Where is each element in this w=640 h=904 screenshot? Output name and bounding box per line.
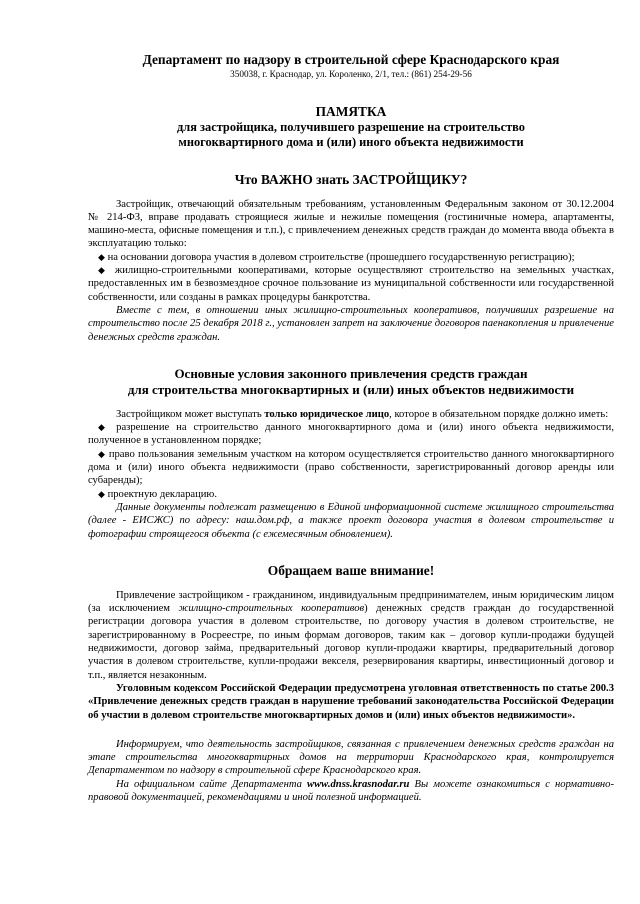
- memo-subtitle-line-2: многоквартирного дома и (или) иного объекта недвижимости: [178, 134, 524, 149]
- bullet-icon: ◆: [98, 422, 110, 433]
- section-important: [88, 198, 614, 344]
- footer-info-paragraph: Информируем, что деятельность застройщиков, связанная с привлечением денежных средств граждан на этапе строительства многоквартирных домов на территории Краснодарского края, контролируется Департаментом по надзору в строительной сфере Краснодарского края.: [88, 738, 614, 777]
- bullet-icon: ◆: [98, 265, 109, 276]
- list-item: [88, 488, 614, 501]
- bullet-text: проектную декларацию.: [107, 488, 217, 500]
- section-conditions: [88, 408, 614, 541]
- memo-title: ПАМЯТКА: [315, 104, 387, 119]
- section-conditions-heading-line-1: Основные условия законного привлечения средств граждан: [174, 365, 528, 381]
- memo-header: [88, 104, 614, 150]
- intro-emphasis: только юридическое лицо: [264, 408, 390, 420]
- list-item: [88, 251, 614, 264]
- section-conditions-note: Данные документы подлежат размещению в Единой информационной системе жилищного строительства (далее - ЕИСЖС) по адресу: наш.дом.рф, а также проект договора участия в долевом строительстве и фотографии строящегося объекта (с ежемесячным обновлением).: [88, 501, 614, 540]
- bullet-text: разрешение на строительство данного многоквартирного дома и (или) иного объекта недвижимости, полученное в установленном порядке;: [88, 422, 614, 447]
- site-text: На официальном сайте Департамента: [116, 778, 308, 790]
- website-link[interactable]: www.dnss.krasnodar.ru: [307, 778, 410, 790]
- bullet-text: жилищно-строительными кооперативами, которые осуществляют строительство на земельных участках, предоставленных им в безвозмездное срочное пользование из муниципальной собственности или государственной собственности, или созданы в рамках процедуры банкротства.: [88, 265, 614, 303]
- paragraph-text: Привлечение застройщиком - гражданином, индивидуальным предпринимателем, иным юридическим лицом (за исключением: [88, 589, 614, 615]
- memo-subtitle-line-1: для застройщика, получившего разрешение на строительство: [177, 120, 525, 134]
- section-important-note: Вместе с тем, в отношении иных жилищно-строительных кооперативов, получивших разрешение на строительство после 25 декабря 2018 г., установлен запрет на заключение договоров паенакопления и привлечение денежных средств граждан.: [88, 304, 614, 343]
- intro-text-end: , которое в обязательном порядке должно иметь:: [389, 408, 609, 420]
- bullet-icon: ◆: [98, 448, 106, 459]
- section-important-intro: Застройщик, отвечающий обязательным требованиям, установленным Федеральным законом от 30.12.2004 № 214-ФЗ, вправе продавать строящиеся жилые и нежилые помещения (гостиничные номера, апартаменты, машино-места, офисные помещения и т.п.), с привлечением денежных средств граждан до момента ввода объекта в эксплуатацию только:: [88, 198, 614, 250]
- site-text-end: Вы можете ознакомиться с нормативно-правовой документацией, рекомендациями и иной полезной информацией.: [88, 778, 614, 803]
- section-important-heading: Что ВАЖНО знать ЗАСТРОЙЩИКУ?: [234, 171, 468, 187]
- section-conditions-heading-line-2: для строительства многоквартирных и (или) иных объектов недвижимости: [127, 381, 575, 397]
- footer-info: [88, 738, 614, 804]
- bullet-icon: ◆: [98, 251, 105, 262]
- intro-text: Застройщиком может выступать: [116, 408, 265, 420]
- section-conditions-heading: [88, 366, 614, 398]
- section-conditions-intro: [88, 408, 614, 421]
- list-item: [88, 448, 614, 488]
- list-item: [88, 264, 614, 304]
- letterhead: [88, 52, 614, 80]
- footer-site-paragraph: [88, 778, 614, 805]
- section-attention-heading: Обращаем ваше внимание!: [267, 562, 435, 578]
- bullet-icon: ◆: [98, 488, 105, 499]
- bullet-text: на основании договора участия в долевом строительстве (прошедшего государственную регистрацию);: [107, 251, 575, 263]
- paragraph-italic: жилищно-строительных кооперативов: [178, 603, 365, 615]
- bullet-text: право пользования земельным участком на котором осуществляется строительство данного многоквартирного дома и (или) иного объекта недвижимости (право собственности, зарегистрированный договор аренды или субаренды);: [88, 448, 615, 487]
- section-attention-paragraph: [88, 589, 614, 682]
- paragraph-text-end: ) денежных средств граждан до государственной регистрации договора участия в долевом строительстве, по договору участия в долевом строительстве, не зарегистрированному в Росреестре, по иным формам договоров, таким как – договор купли-продажи будущей недвижимости, договор займа, предварительный договор купли-продажи квартиры, предварительный договор участия в долевом строительстве, купли-продажи векселя, резервирования квартиры, инвестиционный договор и т.п., является незаконным.: [88, 603, 614, 681]
- department-address: 350038, г. Краснодар, ул. Короленко, 2/1, тел.: (861) 254-29-56: [230, 69, 472, 79]
- criminal-liability-paragraph: Уголовным кодексом Российской Федерации предусмотрена уголовная ответственность по статье 200.3 «Привлечение денежных средств граждан в нарушение требований законодательства Российской Федерации об участии в долевом строительстве многоквартирных домов и (или) иных объектов недвижимости».: [88, 682, 614, 721]
- department-name: Департамент по надзору в строительной сфере Краснодарского края: [142, 52, 560, 67]
- list-item: [88, 421, 614, 448]
- section-attention: [88, 589, 614, 722]
